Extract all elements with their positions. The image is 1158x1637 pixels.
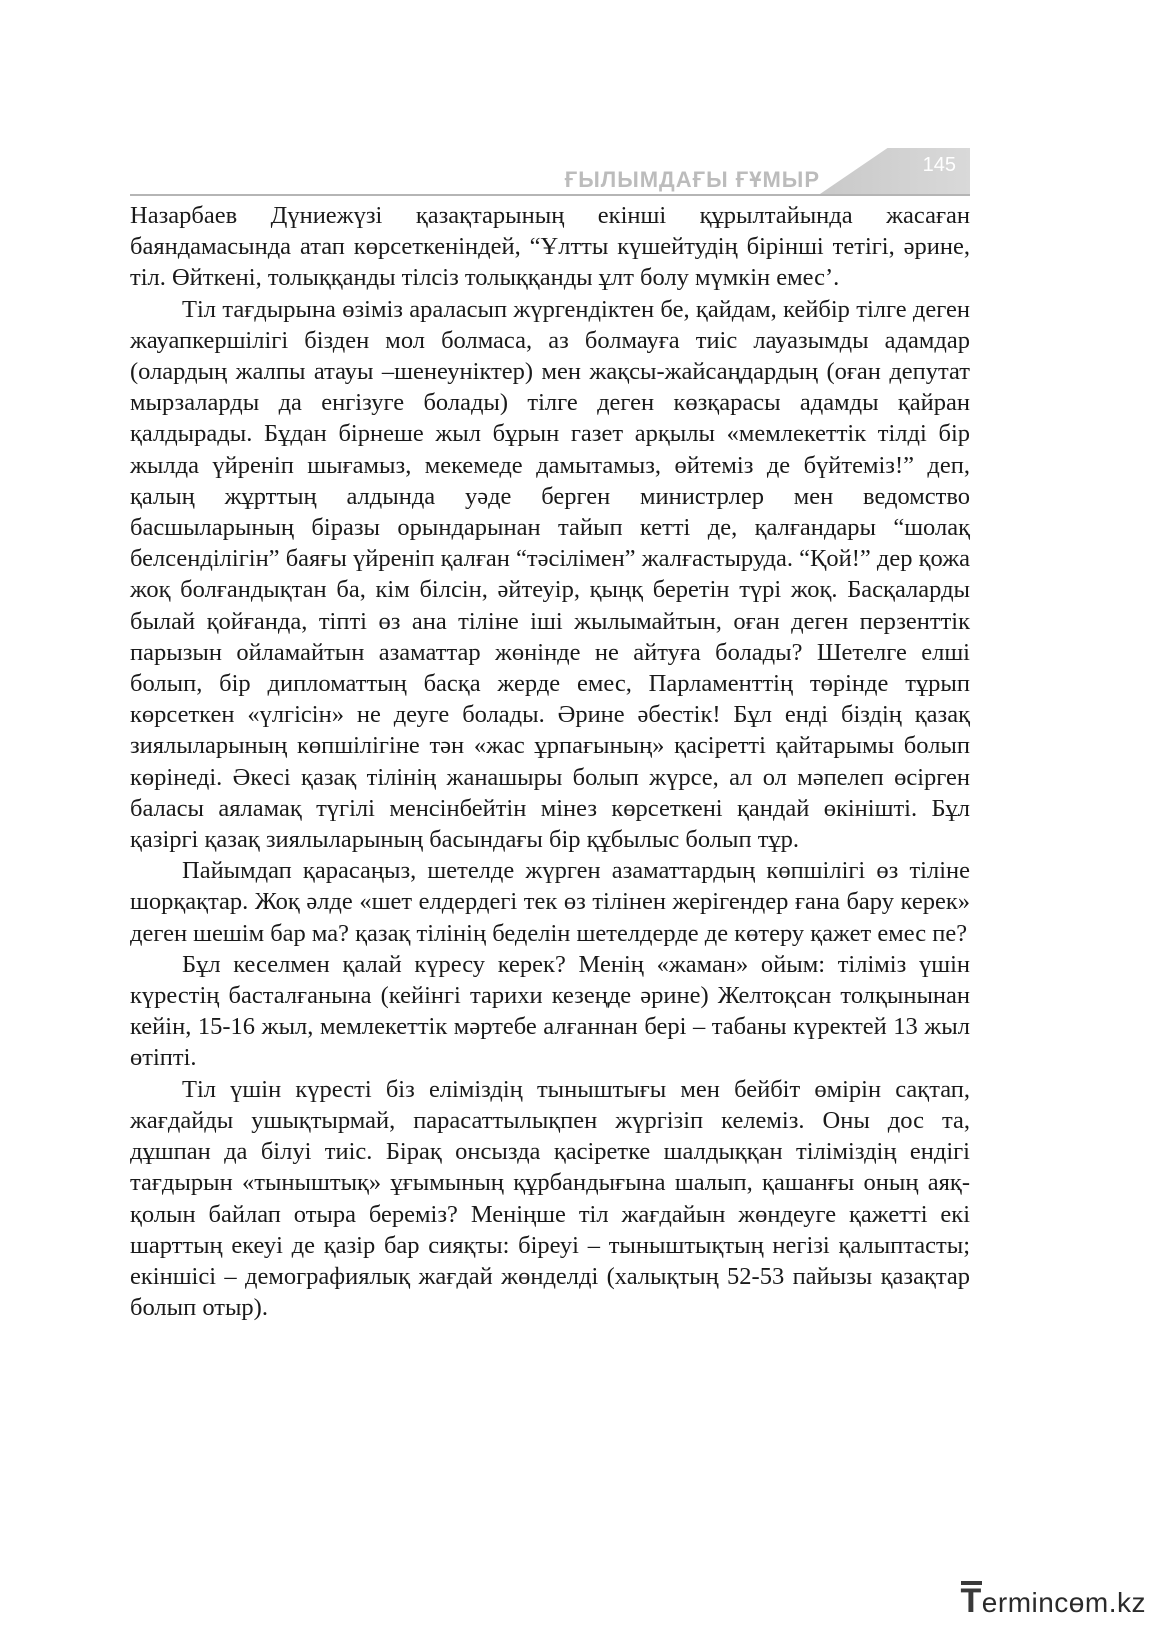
watermark-logo-letter: T [960, 1582, 982, 1620]
watermark-text: ermincөm.kz [981, 1587, 1146, 1618]
paragraph-3: Пайымдап қарасаңыз, шетелде жүрген азаматтардың көпшілігі өз тіліне шорқақтар. Жоқ әлде «шет елдердегі тек өз тілінен жерігендер ғана бару керек» деген шешім бар ма? қазақ тілінің беделін шетелдерде де көтеру қажет емес пе? [130, 857, 970, 947]
paragraph-5: Тіл үшін күресті біз еліміздің тыныштығы мен бейбіт өмірін сақтап, жағдайды ушықтырмай, парасаттылықпен жүргізіп келеміз. Оны дос та, дұшпан да білуі тиіс. Бірақ онсызда қасіретке шалдыққан тіліміздің ендігі тағдырын «тыныштық» ұғымының құрбандығына шалып, қашанғы оның аяқ-қолын байлап отыра береміз? Меніңше тіл жағдайын жөндеуге қажетті екі шарттың екеуі де қазір бар сияқты: біреуі – тыныштықтың негізі қалыптасты; екіншісі – демографиялық жағдай жөнделді (халықтың 52-53 пайызы қазақтар болып отыр). [130, 1075, 970, 1322]
paragraph-1: Назарбаев Дүниежүзі қазақтарының екінші құрылтайында жасаған баяндамасында атап көрсеткеніндей, “Ұлтты күшейтудің бірінші тетігі, әрине, тіл. Өйткені, толыққанды тілсіз толыққанды ұлт болу мүмкін емес’. [130, 202, 970, 292]
paragraph-2: Тіл тағдырына өзіміз араласып жүргендіктен бе, қайдам, кейбір тілге деген жауапкершілігі бізден мол болмаса, аз болмауға тиіс лауазымды адамдар (олардың жалпы атауы –шенеуніктер) мен жақсы-жайсаңдардың (оған депутат мырзаларды да енгізуге болады) тілге деген көзқарасы адамды қайран қалдырады. Бұдан бірнеше жыл бұрын газет арқылы «мемлекеттік тілді бір жылда үйреніп шығамыз, мекемеде дамытамыз, өйтеміз де бүйтеміз!” деп, қалың жұрттың алдында уәде берген министрлер мен ведомство басшыларының біразы орындарынан тайып кетті де, қалғандары “шолақ белсенділігін” баяғы үйреніп қалған “тәсілімен” жалғастыруда. “Қой!” дер қожа жоқ болғандықтан ба, кім білсін, әйтеуір, қыңқ беретін түрі жоқ. Басқаларды былай қойғанда, тіпті өз ана тіліне іші жылымайтын, оған деген перзенттік парызын ойламайтын азаматтар жөнінде не айтуға болады? Шетелге елші болып, бір дипломаттың басқа жерде емес, Парламенттің төрінде тұрып көрсеткен «үлгісін» не деуге болады. Әрине әбестік! Бұл енді біздің қазақ зиялыларының көпшілігіне тән «жас ұрпағының» қасіретті қайтарымы болып көрінеді. Әкесі қазақ тілінің жанашыры болып жүрсе, ал ол мәпелеп өсірген баласы аяламақ түгілі менсінбейтін мінез көрсеткені қандай өкінішті. Бұл қазіргі қазақ зиялыларының басындағы бір құбылыс болып тұр. [130, 295, 970, 854]
page-header [130, 148, 970, 196]
page-number: 145 [922, 154, 956, 176]
site-watermark [961, 1581, 1146, 1619]
header-rule [130, 194, 970, 196]
running-title: ҒЫЛЫМДАҒЫ ҒҰМЫР [564, 167, 820, 192]
body-text [130, 200, 970, 1323]
paragraph-4: Бұл кеселмен қалай күресу керек? Менің «жаман» ойым: тіліміз үшін күрестің басталғанына (кейінгі тарихи кезеңде әрине) Желтоқсан толқынынан кейін, 15-16 жыл, мемлекеттік мәртебе алғаннан бері – табаны күректей 13 жыл өтіпті. [130, 950, 970, 1072]
